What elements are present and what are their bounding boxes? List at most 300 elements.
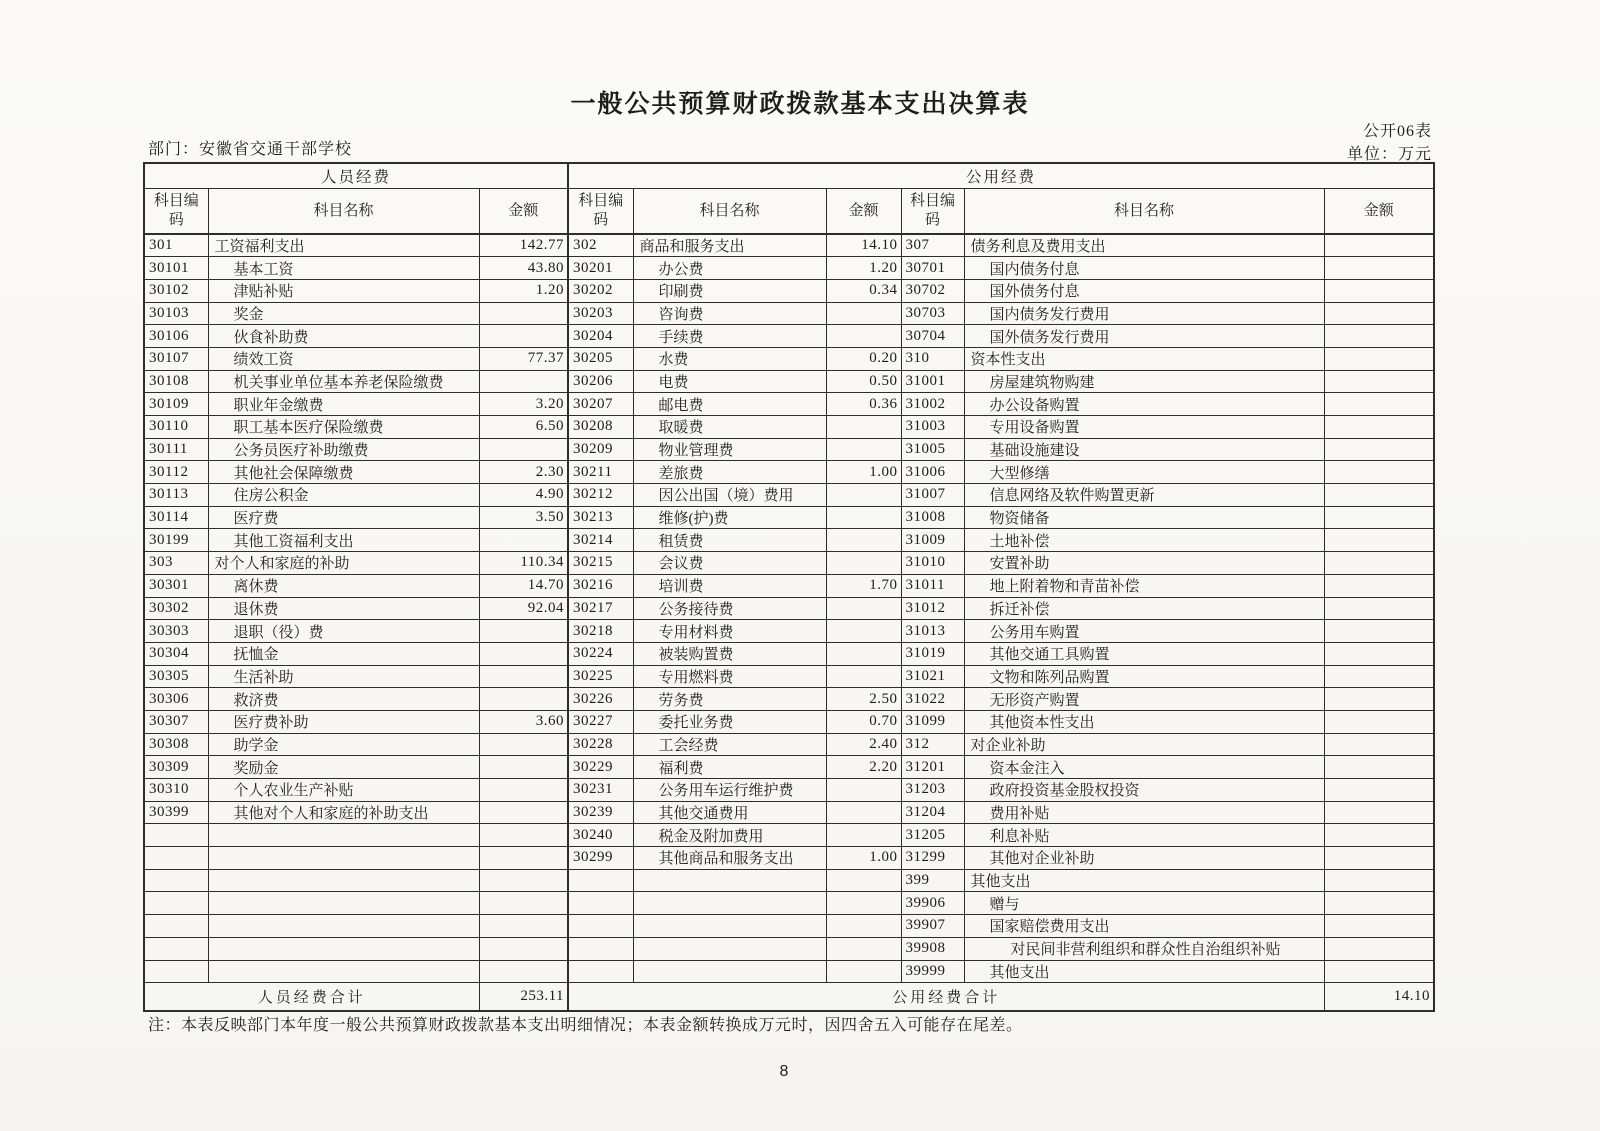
subject-code-cell: 312 <box>901 733 964 756</box>
column-header-subject-name-3: 科目名称 <box>964 189 1324 235</box>
subject-name-cell <box>633 915 826 938</box>
subject-name-cell: 费用补贴 <box>964 801 1324 824</box>
table-row <box>144 552 1434 575</box>
column-header-subject-name-1: 科目名称 <box>208 189 479 235</box>
subject-code-cell: 31099 <box>901 710 964 733</box>
subject-code-cell: 31005 <box>901 438 964 461</box>
column-header-amount-2: 金额 <box>826 189 901 235</box>
subject-name-cell: 公务员医疗补助缴费 <box>208 438 479 461</box>
subject-code-cell <box>568 937 633 960</box>
amount-cell <box>826 801 901 824</box>
subject-code-cell: 30114 <box>144 506 208 529</box>
amount-cell <box>1324 416 1434 439</box>
amount-cell <box>1324 257 1434 280</box>
table-row <box>144 393 1434 416</box>
amount-cell <box>826 416 901 439</box>
subject-code-cell: 31001 <box>901 370 964 393</box>
subject-name-cell: 专用燃料费 <box>633 665 826 688</box>
subject-code-cell: 30310 <box>144 779 208 802</box>
subject-name-cell: 国内债务发行费用 <box>964 302 1324 325</box>
subject-name-cell: 差旅费 <box>633 461 826 484</box>
subject-code-cell <box>144 824 208 847</box>
amount-cell <box>826 824 901 847</box>
table-row <box>144 438 1434 461</box>
subject-code-cell: 30218 <box>568 620 633 643</box>
subject-name-cell: 其他对个人和家庭的补助支出 <box>208 801 479 824</box>
amount-cell <box>826 779 901 802</box>
group-header-public: 公用经费 <box>568 163 1434 189</box>
subject-code-cell <box>568 892 633 915</box>
subject-code-cell: 30304 <box>144 642 208 665</box>
subject-name-cell: 国外债务发行费用 <box>964 325 1324 348</box>
amount-cell <box>1324 665 1434 688</box>
public-total-label: 公用经费合计 <box>568 983 1324 1011</box>
subject-name-cell: 大型修缮 <box>964 461 1324 484</box>
amount-cell <box>1324 234 1434 257</box>
subject-code-cell: 39908 <box>901 937 964 960</box>
subject-name-cell: 地上附着物和青苗补偿 <box>964 574 1324 597</box>
subject-code-cell: 30231 <box>568 779 633 802</box>
amount-cell <box>826 620 901 643</box>
amount-cell <box>826 642 901 665</box>
amount-cell <box>1324 279 1434 302</box>
amount-cell <box>479 869 568 892</box>
amount-cell <box>479 325 568 348</box>
subject-code-cell: 31009 <box>901 529 964 552</box>
amount-cell <box>479 824 568 847</box>
table-row <box>144 869 1434 892</box>
subject-name-cell: 其他商品和服务支出 <box>633 847 826 870</box>
subject-code-cell: 30112 <box>144 461 208 484</box>
amount-cell: 6.50 <box>479 416 568 439</box>
subject-name-cell: 赠与 <box>964 892 1324 915</box>
subject-code-cell <box>144 915 208 938</box>
table-row <box>144 710 1434 733</box>
subject-name-cell: 政府投资基金股权投资 <box>964 779 1324 802</box>
amount-cell <box>826 597 901 620</box>
subject-name-cell: 培训费 <box>633 574 826 597</box>
subject-name-cell: 住房公积金 <box>208 484 479 507</box>
subject-name-cell: 利息补贴 <box>964 824 1324 847</box>
amount-cell <box>826 665 901 688</box>
subject-code-cell: 31002 <box>901 393 964 416</box>
subject-name-cell: 专用材料费 <box>633 620 826 643</box>
subject-name-cell: 邮电费 <box>633 393 826 416</box>
subject-name-cell: 劳务费 <box>633 688 826 711</box>
amount-cell <box>1324 710 1434 733</box>
subject-name-cell: 奖金 <box>208 302 479 325</box>
table-row <box>144 892 1434 915</box>
subject-name-cell: 其他对企业补助 <box>964 847 1324 870</box>
amount-cell <box>1324 484 1434 507</box>
table-row <box>144 688 1434 711</box>
amount-cell <box>479 756 568 779</box>
subject-code-cell: 30229 <box>568 756 633 779</box>
subject-code-cell: 30208 <box>568 416 633 439</box>
amount-cell: 1.00 <box>826 847 901 870</box>
public-total-amount: 14.10 <box>1324 983 1434 1011</box>
amount-cell <box>826 529 901 552</box>
subject-code-cell: 31022 <box>901 688 964 711</box>
table-row <box>144 325 1434 348</box>
amount-cell <box>479 665 568 688</box>
subject-code-cell <box>568 869 633 892</box>
table-row <box>144 779 1434 802</box>
subject-code-cell: 31203 <box>901 779 964 802</box>
subject-name-cell <box>633 960 826 983</box>
amount-cell <box>479 960 568 983</box>
amount-cell: 142.77 <box>479 234 568 257</box>
table-row <box>144 733 1434 756</box>
amount-cell <box>1324 302 1434 325</box>
amount-cell <box>1324 347 1434 370</box>
table-footer <box>144 983 1434 1011</box>
subject-name-cell: 信息网络及软件购置更新 <box>964 484 1324 507</box>
subject-name-cell: 会议费 <box>633 552 826 575</box>
subject-name-cell: 取暖费 <box>633 416 826 439</box>
subject-code-cell: 39999 <box>901 960 964 983</box>
subject-name-cell: 职工基本医疗保险缴费 <box>208 416 479 439</box>
amount-cell <box>479 779 568 802</box>
table-row <box>144 620 1434 643</box>
subject-name-cell: 对民间非营利组织和群众性自治组织补贴 <box>964 937 1324 960</box>
amount-cell: 43.80 <box>479 257 568 280</box>
subject-name-cell: 办公设备购置 <box>964 393 1324 416</box>
amount-cell <box>479 801 568 824</box>
amount-cell: 2.30 <box>479 461 568 484</box>
subject-name-cell <box>633 869 826 892</box>
amount-cell <box>1324 461 1434 484</box>
subject-name-cell: 国内债务付息 <box>964 257 1324 280</box>
table-row <box>144 847 1434 870</box>
column-header-subject-code-1: 科目编码 <box>144 189 208 235</box>
subject-name-cell: 对企业补助 <box>964 733 1324 756</box>
amount-cell <box>826 325 901 348</box>
subject-code-cell: 30303 <box>144 620 208 643</box>
amount-cell <box>1324 574 1434 597</box>
subject-code-cell: 30202 <box>568 279 633 302</box>
amount-cell <box>826 937 901 960</box>
subject-name-cell: 租赁费 <box>633 529 826 552</box>
amount-cell <box>826 869 901 892</box>
subject-code-cell: 30299 <box>568 847 633 870</box>
subject-name-cell <box>208 937 479 960</box>
subject-code-cell: 30213 <box>568 506 633 529</box>
subject-code-cell: 30203 <box>568 302 633 325</box>
subject-name-cell <box>208 915 479 938</box>
amount-cell: 0.36 <box>826 393 901 416</box>
table-row <box>144 824 1434 847</box>
subject-name-cell: 工资福利支出 <box>208 234 479 257</box>
amount-cell <box>479 915 568 938</box>
table-row <box>144 347 1434 370</box>
amount-cell: 0.20 <box>826 347 901 370</box>
subject-code-cell: 30206 <box>568 370 633 393</box>
subject-code-cell <box>568 915 633 938</box>
subject-code-cell: 30240 <box>568 824 633 847</box>
column-header-amount-1: 金额 <box>479 189 568 235</box>
amount-cell: 14.70 <box>479 574 568 597</box>
group-header-personnel: 人员经费 <box>144 163 568 189</box>
amount-cell <box>826 302 901 325</box>
subject-name-cell: 津贴补贴 <box>208 279 479 302</box>
subject-code-cell <box>568 960 633 983</box>
amount-cell <box>826 960 901 983</box>
expenditure-table <box>143 162 1435 1012</box>
table-header <box>144 163 1434 234</box>
subject-code-cell: 31204 <box>901 801 964 824</box>
subject-code-cell <box>144 869 208 892</box>
amount-cell: 77.37 <box>479 347 568 370</box>
subject-code-cell: 39906 <box>901 892 964 915</box>
table-row <box>144 665 1434 688</box>
subject-code-cell: 30199 <box>144 529 208 552</box>
subject-name-cell <box>633 937 826 960</box>
subject-code-cell: 30212 <box>568 484 633 507</box>
amount-cell <box>826 892 901 915</box>
subject-name-cell: 物业管理费 <box>633 438 826 461</box>
amount-cell <box>1324 937 1434 960</box>
amount-cell <box>479 937 568 960</box>
subject-name-cell: 电费 <box>633 370 826 393</box>
table-row <box>144 257 1434 280</box>
subject-code-cell: 30308 <box>144 733 208 756</box>
subject-code-cell <box>144 937 208 960</box>
table-row <box>144 302 1434 325</box>
amount-cell: 3.60 <box>479 710 568 733</box>
subject-code-cell: 31299 <box>901 847 964 870</box>
subject-code-cell: 30302 <box>144 597 208 620</box>
amount-cell <box>479 847 568 870</box>
amount-cell <box>479 302 568 325</box>
group-header-row <box>144 163 1434 189</box>
subject-code-cell: 31201 <box>901 756 964 779</box>
subject-name-cell: 奖励金 <box>208 756 479 779</box>
amount-cell <box>1324 393 1434 416</box>
subject-name-cell: 公务接待费 <box>633 597 826 620</box>
subject-name-cell: 无形资产购置 <box>964 688 1324 711</box>
subject-name-cell: 职业年金缴费 <box>208 393 479 416</box>
subject-code-cell: 30701 <box>901 257 964 280</box>
amount-cell <box>1324 915 1434 938</box>
subject-name-cell: 维修(护)费 <box>633 506 826 529</box>
subject-code-cell: 30109 <box>144 393 208 416</box>
subject-code-cell: 39907 <box>901 915 964 938</box>
subject-name-cell: 资本性支出 <box>964 347 1324 370</box>
subject-name-cell: 其他支出 <box>964 869 1324 892</box>
amount-cell <box>1324 779 1434 802</box>
subject-code-cell: 31011 <box>901 574 964 597</box>
subject-code-cell <box>144 892 208 915</box>
subject-code-cell: 31010 <box>901 552 964 575</box>
amount-cell <box>479 529 568 552</box>
page-title: 一般公共预算财政拨款基本支出决算表 <box>570 91 1030 118</box>
subject-name-cell: 土地补偿 <box>964 529 1324 552</box>
table-note: 注：本表反映部门本年度一般公共预算财政拨款基本支出明细情况；本表金额转换成万元时，因四舍五入可能存在尾差。 <box>148 1017 1023 1034</box>
subject-code-cell: 30703 <box>901 302 964 325</box>
table-row <box>144 370 1434 393</box>
amount-cell <box>1324 892 1434 915</box>
subject-code-cell: 30239 <box>568 801 633 824</box>
amount-cell <box>479 370 568 393</box>
subject-code-cell: 310 <box>901 347 964 370</box>
subject-name-cell <box>208 847 479 870</box>
amount-cell: 3.20 <box>479 393 568 416</box>
subject-name-cell: 商品和服务支出 <box>633 234 826 257</box>
table-row <box>144 756 1434 779</box>
subject-name-cell: 物资储备 <box>964 506 1324 529</box>
subject-code-cell: 30201 <box>568 257 633 280</box>
column-header-row <box>144 189 1434 235</box>
amount-cell <box>479 733 568 756</box>
subject-code-cell: 30399 <box>144 801 208 824</box>
subject-code-cell: 30110 <box>144 416 208 439</box>
amount-cell: 0.70 <box>826 710 901 733</box>
subject-code-cell: 30216 <box>568 574 633 597</box>
subject-code-cell: 30204 <box>568 325 633 348</box>
amount-cell: 2.40 <box>826 733 901 756</box>
subject-code-cell: 30215 <box>568 552 633 575</box>
subject-code-cell: 30209 <box>568 438 633 461</box>
subject-name-cell: 基本工资 <box>208 257 479 280</box>
amount-cell <box>1324 506 1434 529</box>
subject-name-cell <box>208 824 479 847</box>
amount-cell: 14.10 <box>826 234 901 257</box>
table-body <box>144 234 1434 983</box>
subject-name-cell: 抚恤金 <box>208 642 479 665</box>
subject-name-cell: 专用设备购置 <box>964 416 1324 439</box>
amount-cell <box>479 688 568 711</box>
subject-name-cell: 退休费 <box>208 597 479 620</box>
page-number: 8 <box>779 1063 789 1080</box>
subject-name-cell: 因公出国（境）费用 <box>633 484 826 507</box>
subject-name-cell: 其他社会保障缴费 <box>208 461 479 484</box>
department-label: 部门：安徽省交通干部学校 <box>148 141 353 158</box>
subject-code-cell: 31008 <box>901 506 964 529</box>
subject-name-cell: 对个人和家庭的补助 <box>208 552 479 575</box>
amount-cell <box>1324 960 1434 983</box>
subject-name-cell: 国外债务付息 <box>964 279 1324 302</box>
subject-name-cell: 办公费 <box>633 257 826 280</box>
table-row <box>144 461 1434 484</box>
subject-name-cell: 离休费 <box>208 574 479 597</box>
subject-code-cell: 30301 <box>144 574 208 597</box>
table-row <box>144 484 1434 507</box>
subject-name-cell: 医疗费补助 <box>208 710 479 733</box>
subject-name-cell: 退职（役）费 <box>208 620 479 643</box>
subject-name-cell: 其他工资福利支出 <box>208 529 479 552</box>
amount-cell <box>826 915 901 938</box>
subject-code-cell: 30113 <box>144 484 208 507</box>
table-row <box>144 574 1434 597</box>
amount-cell: 110.34 <box>479 552 568 575</box>
table-row <box>144 801 1434 824</box>
subject-code-cell: 30214 <box>568 529 633 552</box>
subject-code-cell: 31003 <box>901 416 964 439</box>
subject-name-cell: 个人农业生产补贴 <box>208 779 479 802</box>
subject-name-cell <box>633 892 826 915</box>
amount-cell: 92.04 <box>479 597 568 620</box>
column-header-subject-code-3: 科目编码 <box>901 189 964 235</box>
table-row <box>144 529 1434 552</box>
amount-cell: 3.50 <box>479 506 568 529</box>
subject-code-cell: 31012 <box>901 597 964 620</box>
amount-cell <box>826 552 901 575</box>
amount-cell <box>1324 597 1434 620</box>
column-header-subject-name-2: 科目名称 <box>633 189 826 235</box>
subject-code-cell: 30211 <box>568 461 633 484</box>
subject-code-cell: 30228 <box>568 733 633 756</box>
subject-name-cell: 被装购置费 <box>633 642 826 665</box>
amount-cell <box>1324 869 1434 892</box>
subject-code-cell: 31013 <box>901 620 964 643</box>
column-header-subject-code-2: 科目编码 <box>568 189 633 235</box>
subject-name-cell: 其他交通工具购置 <box>964 642 1324 665</box>
table-row <box>144 642 1434 665</box>
subject-name-cell: 房屋建筑物购建 <box>964 370 1324 393</box>
subject-code-cell: 30702 <box>901 279 964 302</box>
subject-code-cell: 30227 <box>568 710 633 733</box>
subject-name-cell: 印刷费 <box>633 279 826 302</box>
amount-cell <box>479 620 568 643</box>
subject-name-cell: 生活补助 <box>208 665 479 688</box>
table-row <box>144 234 1434 257</box>
amount-cell <box>1324 325 1434 348</box>
amount-cell <box>826 506 901 529</box>
subject-code-cell: 30704 <box>901 325 964 348</box>
subject-name-cell: 医疗费 <box>208 506 479 529</box>
subject-name-cell <box>208 869 479 892</box>
amount-cell: 0.34 <box>826 279 901 302</box>
subject-code-cell: 30101 <box>144 257 208 280</box>
subject-code-cell: 30103 <box>144 302 208 325</box>
subject-name-cell: 绩效工资 <box>208 347 479 370</box>
subject-code-cell: 30309 <box>144 756 208 779</box>
table-row <box>144 960 1434 983</box>
subject-name-cell: 债务利息及费用支出 <box>964 234 1324 257</box>
amount-cell <box>1324 733 1434 756</box>
subject-name-cell: 基础设施建设 <box>964 438 1324 461</box>
subject-name-cell <box>208 892 479 915</box>
amount-cell: 4.90 <box>479 484 568 507</box>
subject-name-cell: 手续费 <box>633 325 826 348</box>
subject-code-cell: 30224 <box>568 642 633 665</box>
subject-code-cell: 301 <box>144 234 208 257</box>
subject-code-cell: 31007 <box>901 484 964 507</box>
subject-code-cell: 30108 <box>144 370 208 393</box>
subject-code-cell: 30102 <box>144 279 208 302</box>
subject-name-cell: 助学金 <box>208 733 479 756</box>
amount-cell <box>826 484 901 507</box>
subject-name-cell: 其他资本性支出 <box>964 710 1324 733</box>
amount-cell: 2.20 <box>826 756 901 779</box>
subject-code-cell: 30106 <box>144 325 208 348</box>
amount-cell <box>1324 801 1434 824</box>
subject-name-cell <box>208 960 479 983</box>
amount-cell <box>1324 529 1434 552</box>
amount-cell <box>479 892 568 915</box>
subject-name-cell: 文物和陈列品购置 <box>964 665 1324 688</box>
subject-name-cell: 安置补助 <box>964 552 1324 575</box>
subject-name-cell: 救济费 <box>208 688 479 711</box>
subject-code-cell: 30306 <box>144 688 208 711</box>
table-row <box>144 506 1434 529</box>
personnel-total-label: 人员经费合计 <box>144 983 479 1011</box>
subject-name-cell: 公务用车运行维护费 <box>633 779 826 802</box>
subject-code-cell: 30207 <box>568 393 633 416</box>
subject-code-cell <box>144 847 208 870</box>
amount-cell <box>1324 824 1434 847</box>
